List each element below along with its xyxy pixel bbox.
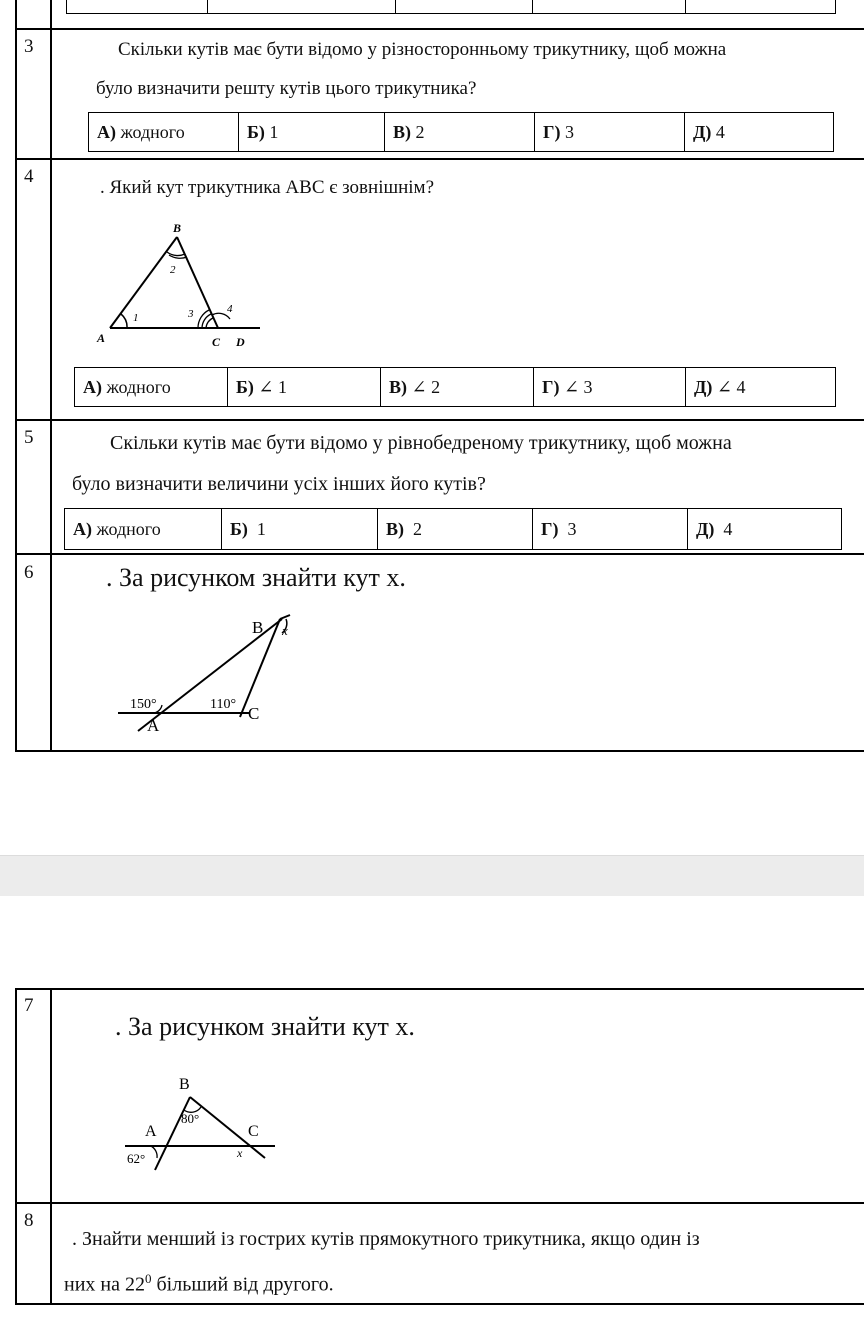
option-a[interactable]: А) жодного	[89, 113, 239, 151]
option-b[interactable]: Б) 1	[239, 113, 385, 151]
option-g[interactable]: Г) ∠ 3	[534, 368, 686, 406]
option-d[interactable]: Д) 4	[693, 121, 725, 142]
question-text-line2: них на $22^0$ більший від другого.	[64, 1271, 334, 1296]
vertex-label-a: A	[145, 1123, 157, 1140]
table-bottom	[15, 750, 864, 752]
answer-options	[74, 367, 836, 407]
row-divider	[15, 419, 864, 421]
angle-label-4: 4	[227, 303, 233, 315]
row-divider	[15, 158, 864, 160]
option-b[interactable]: Б) ∠ 1	[228, 368, 381, 406]
question-number: 5	[24, 427, 34, 448]
option-a[interactable]: А) жодного	[65, 509, 222, 549]
page-separator	[0, 855, 864, 896]
option-g[interactable]: Г) 3	[533, 509, 688, 549]
angle-label-x: x	[282, 623, 288, 638]
option-a[interactable]: А) жодного	[75, 368, 228, 406]
option-v[interactable]: В) 2	[385, 113, 535, 151]
option-v[interactable]: В) 2	[378, 509, 533, 549]
vertex-label-d: D	[236, 335, 245, 349]
row-divider	[15, 28, 864, 30]
question-text: . Який кут трикутника АВС є зовнішнім?	[100, 177, 435, 198]
option-v[interactable]: В) ∠ 2	[381, 368, 534, 406]
table-border	[15, 0, 17, 752]
question-text: було визначити решту кутів цього трикутника?	[96, 78, 477, 99]
option-d[interactable]: Д) 4	[696, 518, 733, 539]
option-g[interactable]: Г) 3	[535, 113, 685, 151]
question-text: . За рисунком знайти кут x.	[115, 1012, 415, 1041]
vertex-label-c: C	[248, 1123, 259, 1140]
angle-value-a: 62°	[127, 1151, 146, 1166]
option-b[interactable]: Б) 1	[222, 509, 378, 549]
vertex-label-b: B	[252, 618, 264, 637]
triangle-figure-q4	[85, 215, 275, 355]
vertex-label-a: A	[147, 716, 160, 735]
answer-options	[64, 508, 842, 550]
table-border	[50, 0, 52, 752]
question-number: 7	[24, 995, 34, 1016]
question-text: . За рисунком знайти кут x.	[106, 563, 406, 592]
angle-label-1: 1	[133, 312, 139, 324]
answer-options	[88, 112, 834, 152]
angle-label-x: x	[237, 1146, 243, 1160]
question-number: 8	[24, 1210, 34, 1231]
question-number: 3	[24, 36, 34, 57]
triangle-figure-q7	[115, 1065, 315, 1175]
question-number: 4	[24, 166, 34, 187]
option-d[interactable]: Д) ∠ 4	[694, 376, 746, 397]
question-text: . Знайти менший із гострих кутів прямокутного трикутника, якщо один із	[72, 1228, 700, 1250]
table-top	[15, 988, 864, 990]
angle-label-2: 2	[170, 264, 176, 276]
question-text: Скільки кутів має бути відомо у різносторонньому трикутнику, щоб можна	[118, 39, 727, 60]
question-number: 6	[24, 562, 34, 583]
vertex-label-b: B	[179, 1076, 190, 1093]
vertex-label-b: B	[173, 221, 182, 235]
table-border	[15, 988, 17, 1305]
question-text: було визначити величини усіх інших його кутів?	[72, 473, 486, 495]
angle-label-3: 3	[188, 308, 194, 320]
angle-value-b: 80°	[181, 1111, 200, 1126]
angle-value-a: 150°	[130, 697, 157, 712]
triangle-figure-q6	[110, 605, 340, 740]
row-divider	[15, 553, 864, 555]
table-border	[50, 988, 52, 1305]
question-text: Скільки кутів має бути відомо у рівнобедреному трикутнику, щоб можна	[110, 432, 732, 454]
row-divider	[15, 1202, 864, 1204]
vertex-label-c: C	[248, 704, 260, 723]
vertex-label-c: C	[212, 335, 221, 349]
prev-options-remnant	[66, 0, 836, 14]
vertex-label-a: A	[97, 331, 106, 345]
angle-value-c: 110°	[210, 697, 237, 712]
table-bottom	[15, 1303, 864, 1305]
